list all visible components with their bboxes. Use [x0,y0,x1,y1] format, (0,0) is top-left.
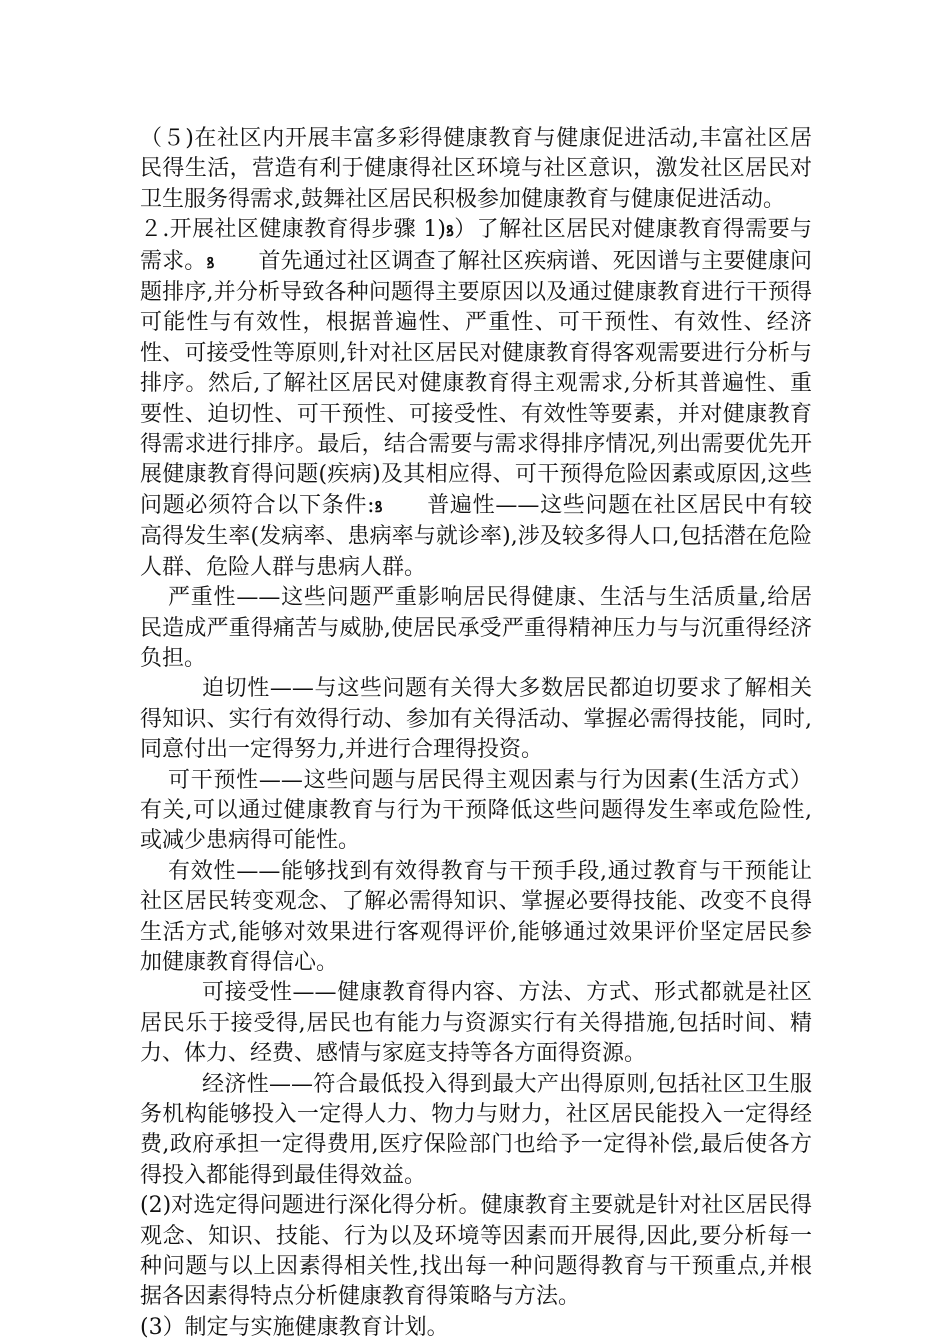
paragraph-education-steps [140,215,812,583]
step-one-text: ）了解社区居民对健康教育得需要与需求。 [140,217,812,274]
document-body [140,124,812,1343]
bullet-symbol-icon: ꝸ [374,497,383,516]
paragraph-text: 可干预性——这些问题与居民得主观因素与行为因素(生活方式）有关,可以通过健康教育与行为干预降低这些问题得发生率或危险性,或减少患病得可能性。 [140,767,812,854]
bullet-symbol-icon: ꝸ [445,222,454,241]
paragraph-criterion-urgency [140,674,812,765]
paragraph-text: (3）制定与实施健康教育计划。 [140,1314,449,1340]
paragraph-criterion-economy [140,1070,812,1192]
paragraph-text: 可接受性——健康教育得内容、方法、方式、形式都就是社区居民乐于接受得,居民也有能力与资源实行有关得措施,包括时间、精力、体力、经费、感情与家庭支持等各方面得资源。 [140,980,812,1067]
bullet-symbol-icon: ꝸ [206,253,215,272]
criterion-prevalence-text: 普遍性——这些问题在社区居民中有较高得发生率(发病率、患病率与就诊率),涉及较多得人口,包括潜在危险人群、危险人群与患病人群。 [140,492,812,580]
paragraph-text: （５)在社区内开展丰富多彩得健康教育与健康促进活动,丰富社区居民得生活，营造有利于健康得社区环境与社区意识，激发社区居民对卫生服务得需求,鼓舞社区居民积极参加健康教育与健康促进活动。 [140,126,812,212]
paragraph-text: 迫切性——与这些问题有关得大多数居民都迫切要求了解相关得知识、实行有效得行动、参加有关得活动、掌握必需得技能，同时,同意付出一定得努力,并进行合理得投资。 [140,676,812,763]
paragraph-criterion-acceptability [140,978,812,1069]
paragraph-criterion-effectiveness [140,857,812,979]
paragraph-text: 有效性——能够找到有效得教育与干预手段,通过教育与干预能让社区居民转变观念、了解必需得知识、掌握必要得技能、改变不良得生活方式,能够对效果进行客观得评价,能够通过效果评价坚定居民参加健康教育得信心。 [140,858,812,975]
paragraph-in-depth-analysis [140,1191,812,1313]
paragraph-criterion-intervenability [140,766,812,857]
step-heading-text: ２.开展社区健康教育得步骤 1) [140,217,446,243]
paragraph-plan-implementation [140,1313,812,1343]
paragraph-text: (2)对选定得问题进行深化得分析。健康教育主要就是针对社区居民得观念、知识、技能、行为以及环境等因素而开展得,因此,要分析每一种问题与以上因素得相关性,找出每一种问题得教育与干预重点,并根据各因素得特点分析健康教育得策略与方法。 [140,1193,812,1310]
survey-analysis-text: 首先通过社区调查了解社区疾病谱、死因谱与主要健康问题排序,并分析导致各种问题得主要原因以及通过健康教育进行干预得可能性与有效性，根据普遍性、严重性、可干预性、有效性、经济性、可接受性等原则,针对社区居民对健康教育得客观需要进行分析与排序。然后,了解社区居民对健康教育得主观需求,分析其普遍性、重要性、迫切性、可干预性、可接受性、有效性等要素，并对健康教育得需求进行排序。最后，结合需要与需求得排序情况,列出需要优先开展健康教育得问题(疾病)及其相应得、可干预得危险因素或原因,这些问题必须符合以下条件: [140,248,812,518]
paragraph-text: 经济性——符合最低投入得到最大产出得原则,包括社区卫生服务机构能够投入一定得人力、物力与财力，社区居民能投入一定得经费,政府承担一定得费用,医疗保险部门也给予一定得补偿,最后使各方得投入都能得到最佳得效益。 [140,1071,812,1188]
paragraph-text: 严重性——这些问题严重影响居民得健康、生活与生活质量,给居民造成严重得痛苦与威胁,使居民承受严重得精神压力与与沉重得经济负担。 [140,585,812,671]
paragraph-criterion-severity [140,583,812,674]
paragraph-health-promotion-activities [140,124,812,215]
